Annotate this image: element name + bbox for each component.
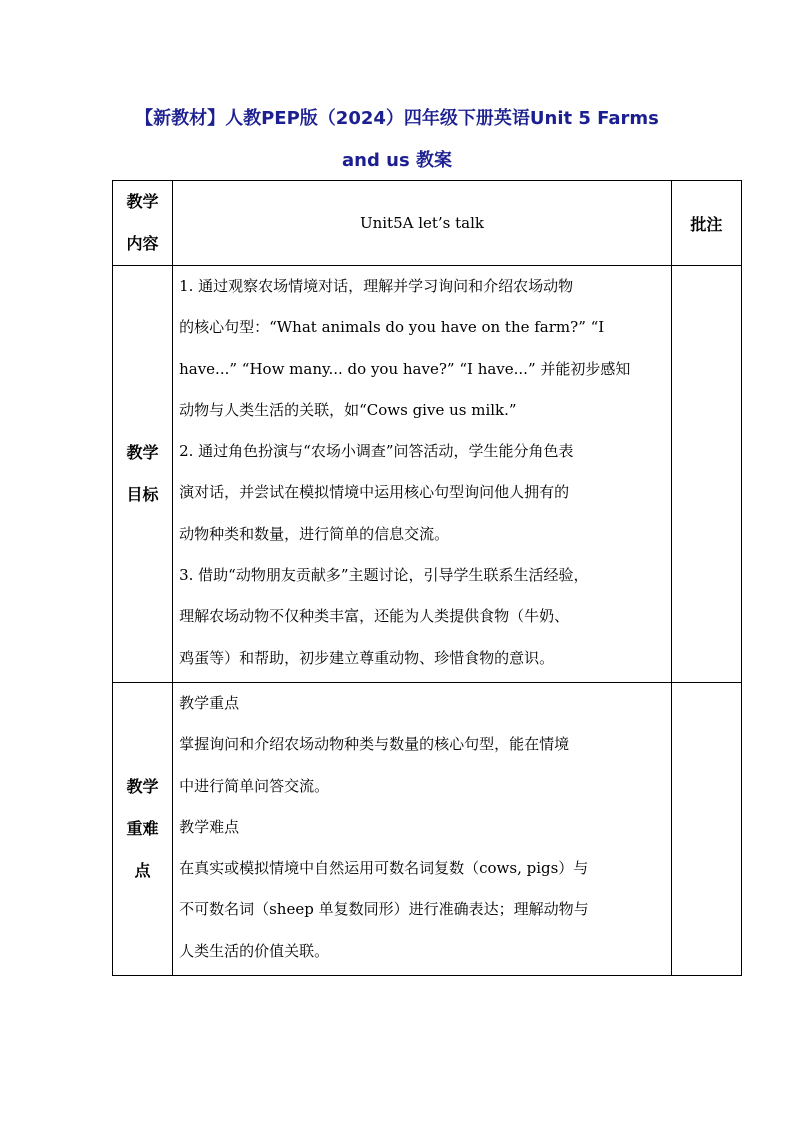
goal-line: 2. 通过角色扮演与“农场小调查”问答活动，学生能分角色表	[179, 442, 574, 461]
label-text: 点	[134, 861, 151, 880]
key-point-line: 不可数名词（sheep 单复数同形）进行准确表达；理解动物与	[179, 900, 589, 919]
key-point-line: 人类生活的价值关联。	[179, 941, 330, 960]
goal-line: 1. 通过观察农场情境对话，理解并学习询问和介绍农场动物	[179, 277, 574, 295]
lesson-plan-table	[112, 180, 742, 976]
label-teaching-goals	[113, 266, 173, 683]
unit-title: Unit5A let’s talk	[173, 181, 672, 266]
key-point-line: 教学难点	[179, 817, 240, 836]
label-text: 重难	[126, 819, 159, 838]
table-row-key-points	[113, 683, 742, 976]
notes-header: 批注	[671, 181, 741, 266]
goal-line: 理解农场动物不仅种类丰富，还能为人类提供食物（牛奶、	[179, 607, 570, 626]
label-text: 教学	[126, 443, 159, 462]
document-title	[112, 98, 682, 182]
key-point-line: 在真实或模拟情境中自然运用可数名词复数（cows, pigs）与	[179, 859, 589, 878]
goal-line: 演对话，并尝试在模拟情境中运用核心句型询问他人拥有的	[179, 483, 570, 502]
notes-cell	[671, 683, 741, 976]
goal-line: have...” “How many... do you have?” “I have...” 并能初步感知	[179, 359, 631, 378]
label-text: 目标	[126, 485, 159, 504]
label-text: 内容	[126, 234, 159, 253]
label-text: 教学	[126, 777, 159, 796]
goal-line: 3. 借助“动物朋友贡献多”主题讨论，引导学生联系生活经验，	[179, 566, 589, 585]
goals-content	[173, 266, 672, 683]
goal-line: 动物与人类生活的关联，如“Cows give us milk.”	[179, 400, 517, 419]
goal-line: 的核心句型：“What animals do you have on the farm?” “I	[179, 318, 605, 337]
key-point-line: 教学重点	[179, 694, 240, 712]
key-point-line: 掌握询问和介绍农场动物种类与数量的核心句型，能在情境	[179, 735, 570, 754]
key-points-content	[173, 683, 672, 976]
key-point-line: 中进行简单问答交流。	[179, 776, 330, 795]
label-text: 教学	[126, 192, 159, 211]
title-line-1: 【新教材】人教PEP版（2024）四年级下册英语Unit 5 Farms	[135, 108, 659, 129]
table-row-goals	[113, 266, 742, 683]
label-teaching-content	[113, 181, 173, 266]
table-row-content	[113, 181, 742, 266]
label-key-difficult-points	[113, 683, 173, 976]
goal-line: 鸡蛋等）和帮助，初步建立尊重动物、珍惜食物的意识。	[179, 648, 555, 667]
title-line-2: and us 教案	[342, 150, 452, 171]
notes-cell	[671, 266, 741, 683]
goal-line: 动物种类和数量，进行简单的信息交流。	[179, 524, 450, 543]
